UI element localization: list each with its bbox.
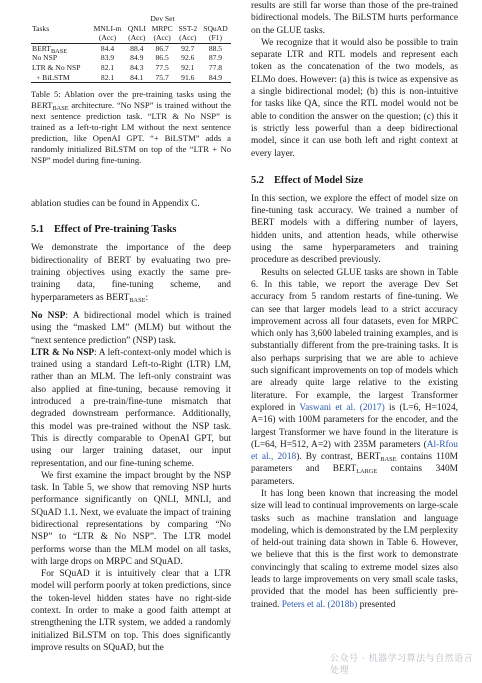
table-header: Tasks <box>32 23 50 33</box>
table-cell: 84.3 <box>130 62 144 72</box>
table-cell: 92.6 <box>181 53 195 63</box>
table-cell: 91.6 <box>181 72 195 82</box>
left-column <box>31 0 231 654</box>
table-row <box>31 73 231 83</box>
right-column <box>251 0 458 611</box>
table-cell: 88.4 <box>130 43 144 53</box>
table-cell: 77.8 <box>208 62 223 72</box>
table-header: SQuAD <box>203 23 228 33</box>
table-header: MNLI-m <box>93 23 122 33</box>
table-cell-task: LTR & No NSP <box>32 62 81 72</box>
table-header: MRPC <box>151 23 173 33</box>
table-cell: 84.4 <box>100 43 115 53</box>
table-subheader-row <box>31 33 231 43</box>
ablation-table <box>31 14 231 83</box>
table-cell: 84.1 <box>130 72 144 82</box>
paragraph: We demonstrate the importance of the deep bidirectionality of BERT by evaluating two pre-training objectives using exactly the same pre-training data, fine-tuning scheme, and hyperparameters as $BERT_{BASE}$: <box>31 243 231 304</box>
paragraph: results are still far worse than those of the pre-trained bidirectional models. The BiLSTM hurts performance on the GLUE tasks. <box>251 1 458 36</box>
table-row <box>31 53 231 63</box>
table-header: QNLI <box>127 23 146 33</box>
table-subheader: (Acc) <box>179 33 197 43</box>
table-header-group-row <box>31 14 231 24</box>
table-cell: 84.9 <box>130 53 144 63</box>
table-cell: 82.1 <box>100 62 115 72</box>
citation-link[interactable]: Vaswani et al. (2017) <box>299 402 385 413</box>
section-heading-5-2: 5.2 Effect of Model Size <box>251 174 364 186</box>
table-cell: 77.5 <box>155 62 169 72</box>
paragraph: We recognize that it would also be possible to train separate LTR and RTL models and represent each token as the concatenation of the two models, as ELMo does. However: (a) this is twice as expensive as a single bidirectional model; (b) this is non-intuitive for tasks like QA, since the RTL model would not be able to condition the answer on the question; (c) this it is strictly less powerful than a deep bidirectional model, since it can use both left and right context at every layer. <box>251 37 458 159</box>
table-cell-task: $BERT_{BASE}$ <box>32 43 68 55</box>
table-header-group: Dev Set <box>150 14 175 23</box>
table-subheader: (Acc) <box>153 33 171 43</box>
table-cell: 75.7 <box>155 72 169 82</box>
table-row <box>31 43 231 53</box>
table-subheader: (Acc) <box>128 33 146 43</box>
appendix-reference: ablation studies can be found in Appendix C. <box>31 199 200 210</box>
section-heading-5-1: 5.1 Effect of Pre-training Tasks <box>31 224 177 236</box>
table-caption: Table 5: Ablation over the pre-training tasks using the $BERT_{BASE}$ architecture. “No NSP” is trained without the next sentence prediction task. “LTR & No NSP” is trained as a left-to-right LM without the next sentence prediction, like OpenAI GPT. “+ BiLSTM” adds a randomly initialized BiLSTM on top of the “LTR + No NSP” model during fine-tuning. <box>31 89 231 166</box>
table-header-row <box>31 24 231 34</box>
table-cell: 92.1 <box>181 62 195 72</box>
table-cell: 86.5 <box>155 53 169 63</box>
table-header: SST-2 <box>178 23 198 33</box>
table-cell-task: No NSP <box>32 53 58 63</box>
table-cell: 82.1 <box>100 72 115 82</box>
table-subheader: (Acc) <box>98 33 117 43</box>
citation-link[interactable]: Peters et al. (2018b) <box>281 599 358 610</box>
table-cell: 84.9 <box>208 72 223 82</box>
watermark: 公众号 · 机器学习算法与自然语言处理 <box>330 654 474 677</box>
table-cell: 88.5 <box>208 43 223 53</box>
paragraph: Results on selected GLUE tasks are shown in Table 6. In this table, we report the average Dev Set accuracy from 5 random restarts of fine-tuning. We can see that larger models lead to a strict accuracy improvement across all four datasets, even for MRPC which only has 3,600 labeled training examples, and is substantially different from the pre-training tasks. It is also perhaps surprising that we are able to achieve such significant improvements on top of models which are already quite large relative to the existing literature. For example, the largest Transformer explored in Vaswani et al. (2017) is (L=6, H=1024, A=16) with 100M parameters for the encoder, and the largest Transformer we have found in the literature is (L=64, H=512, A=2) with 235M parameters (Al-Rfou et al., 2018). By contrast, $BERT_{BASE}$ contains 110M parameters and $BERT_{LARGE}$ contains 340M parameters. <box>251 267 459 487</box>
table-cell: 86.7 <box>155 43 169 53</box>
citation-link[interactable]: Al-Rfou et al., 2018 <box>251 439 458 463</box>
table-subheader: (F1) <box>208 33 222 43</box>
paragraph: We first examine the impact brought by the NSP task. In Table 5, we show that removing NSP hurts performance significantly on QNLI, MNLI, and SQuAD 1.1. Next, we evaluate the impact of training bidirectional representations by comparing “No NSP” to “LTR & No NSP”. The LTR model performs worse than the MLM model on all tasks, with large drops on MRPC and SQuAD. <box>31 470 231 567</box>
paragraph: It has long been known that increasing the model size will lead to continual improvements on large-scale tasks such as machine translation and language modeling, which is demonstrated by the LM perplexity of held-out training data shown in Table 6. However, we believe that this is the first work to demonstrate convincingly that scaling to extreme model sizes also leads to large improvements on very small scale tasks, provided that the model has been sufficiently pre-trained. Peters et al. (2018b) presented <box>251 488 458 610</box>
definition-no-nsp: No NSP: A bidirectional model which is trained using the “masked LM” (MLM) but without the “next sentence prediction” (NSP) task. <box>31 310 232 346</box>
table-cell: 92.7 <box>181 43 195 53</box>
definition-ltr-no-nsp: LTR & No NSP: A left-context-only model which is trained using a standard Left-to-Right (LTR) LM, rather than an MLM. The left-only constraint was also applied at fine-tuning, because removing it introduced a pre-train/fine-tune mismatch that degraded downstream performance. Additionally, this model was pre-trained without the NSP task. This is directly comparable to OpenAI GPT, but using our larger training dataset, our input representation, and our fine-tuning scheme. <box>31 347 231 469</box>
table-cell: 83.9 <box>100 53 115 63</box>
table-cell: 87.9 <box>208 53 223 63</box>
paragraph: For SQuAD it is intuitively clear that a LTR model will perform poorly at token predictions, since the token-level hidden states have no right-side context. In order to make a good faith attempt at strengthening the LTR system, we added a randomly initialized BiLSTM on top. This does significantly improve results on SQuAD, but the <box>31 569 231 653</box>
table-cell-task: + BiLSTM <box>36 72 70 82</box>
paragraph: In this section, we explore the effect of model size on fine-tuning task accuracy. We trained a number of BERT models with a differing number of layers, hidden units, and attention heads, while otherwise using the same hyperparameters and training procedure as described previously. <box>251 193 458 266</box>
table-row <box>31 63 231 73</box>
